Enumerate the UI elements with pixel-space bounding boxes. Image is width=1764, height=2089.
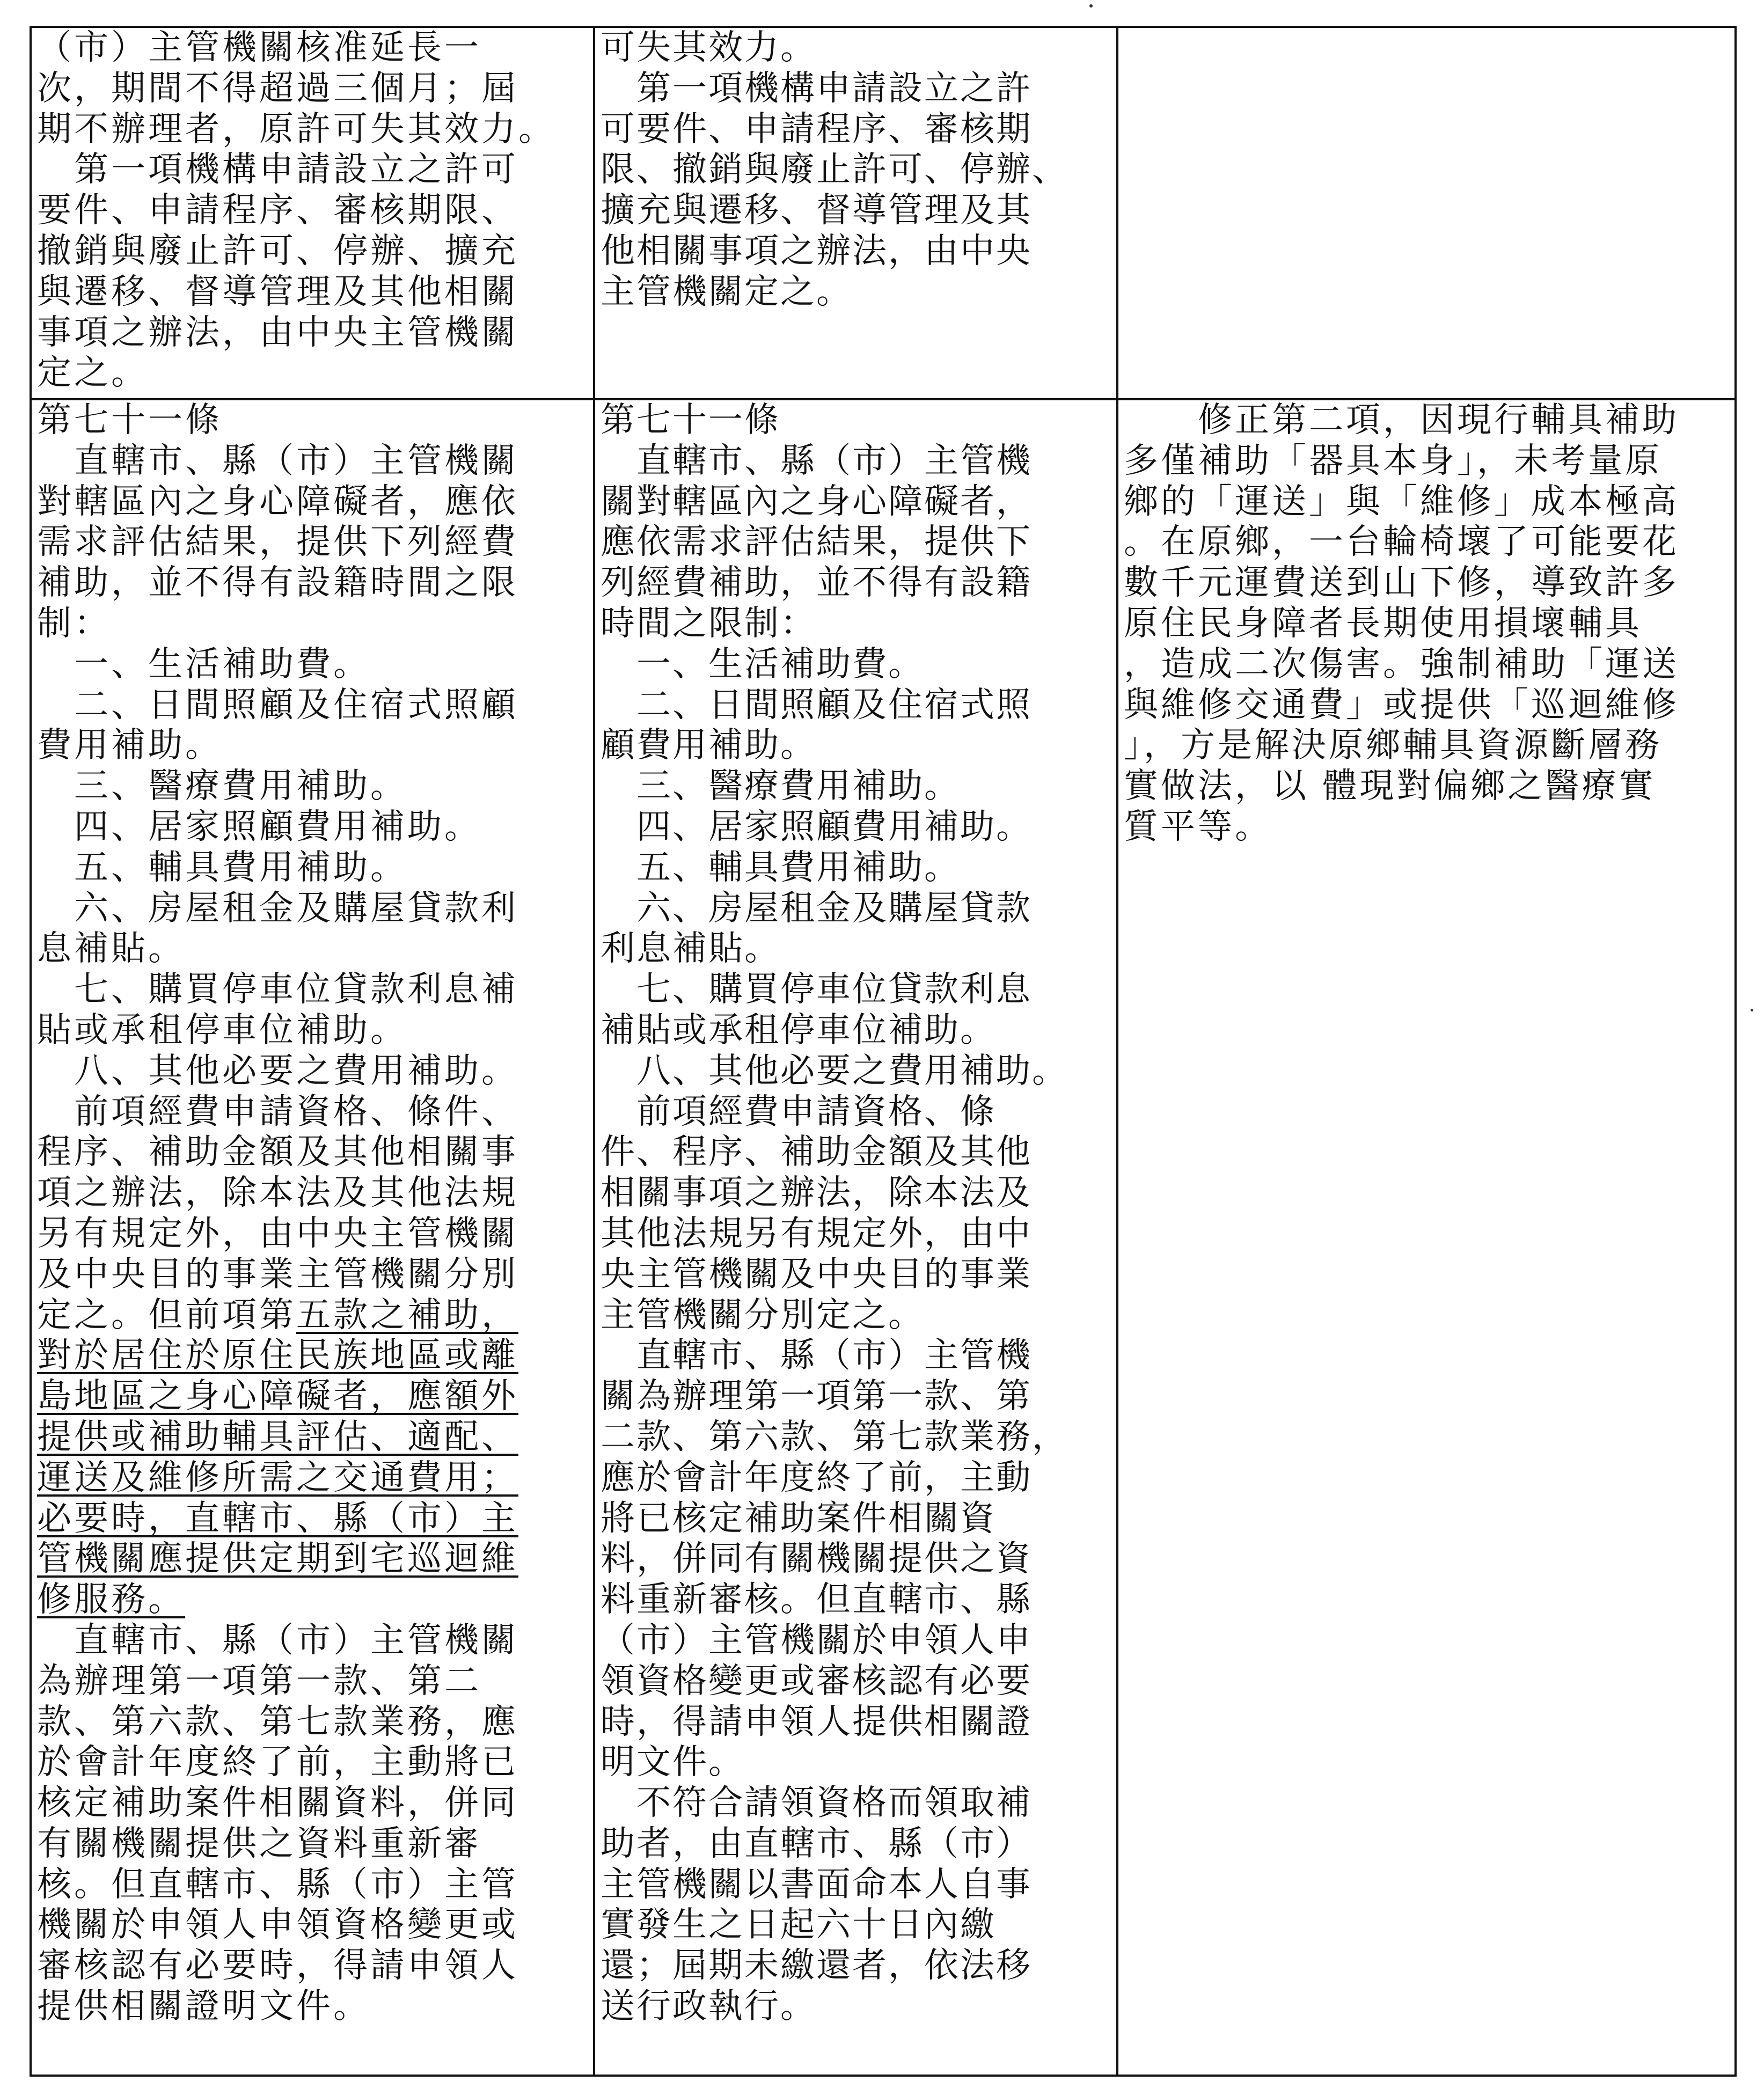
existing-text-cell xyxy=(594,399,1117,2076)
amended-text-segment: 五款之補助， xyxy=(296,1295,518,1335)
text-line xyxy=(37,1010,588,1051)
text-segment: 定之。但前項第 xyxy=(37,1295,296,1335)
text-segment: 實做法，以 體現對偏鄉之醫療實 xyxy=(1124,766,1656,807)
text-segment: 關為辦理第一項第一款、第 xyxy=(601,1376,1032,1417)
text-segment: 限、撤銷與廢止許可、停辦、 xyxy=(601,150,1068,190)
text-line xyxy=(601,272,1111,313)
text-line xyxy=(601,970,1111,1010)
text-line xyxy=(601,1010,1111,1051)
text-segment: 直轄市、縣（市）主管機 xyxy=(601,1336,1032,1376)
reason-text xyxy=(1124,400,1729,848)
text-line xyxy=(37,150,588,190)
text-line xyxy=(601,1905,1111,1946)
text-line xyxy=(601,1580,1111,1621)
text-segment: 質平等。 xyxy=(1124,807,1272,847)
text-line xyxy=(601,522,1111,563)
text-line xyxy=(601,563,1111,604)
text-segment: 主管機關以書面命本人自事 xyxy=(601,1864,1032,1904)
text-line xyxy=(37,1539,588,1580)
text-line xyxy=(37,1905,588,1946)
text-line xyxy=(601,1783,1111,1824)
text-segment: 助者，由直轄市、縣（市） xyxy=(601,1823,1032,1864)
text-segment: 六、房屋租金及購屋貸款 xyxy=(601,888,1032,928)
text-line xyxy=(601,889,1111,929)
text-segment: 應依需求評估結果，提供下 xyxy=(601,522,1032,562)
text-segment: 定之。 xyxy=(37,353,148,393)
text-segment: 時間之限制： xyxy=(601,603,816,643)
text-line xyxy=(37,929,588,970)
text-segment: 補助，並不得有設籍時間之限 xyxy=(37,563,518,603)
proposed-text xyxy=(37,28,588,394)
text-segment: 一、生活補助費。 xyxy=(601,644,924,684)
text-line xyxy=(601,1173,1111,1214)
text-segment: 對轄區內之身心障礙者，應依 xyxy=(37,481,518,522)
text-line xyxy=(601,929,1111,970)
text-segment: 修正第二項，因現行輔具補助 xyxy=(1124,400,1679,440)
text-line xyxy=(37,1661,588,1702)
text-segment: 領資格變更或審核認有必要 xyxy=(601,1661,1032,1701)
amended-text-segment: 提供或補助輔具評估、適配、 xyxy=(37,1417,518,1457)
text-segment: 六、房屋租金及購屋貸款利 xyxy=(37,888,518,928)
text-line xyxy=(601,1824,1111,1865)
table-row-continuation xyxy=(31,27,1736,399)
text-line xyxy=(37,231,588,272)
text-line xyxy=(37,1621,588,1661)
text-line xyxy=(37,272,588,313)
text-line xyxy=(601,1621,1111,1661)
text-line xyxy=(37,848,588,889)
text-line xyxy=(37,725,588,766)
text-line xyxy=(601,1132,1111,1173)
text-segment: 數千元運費送到山下修，導致許多 xyxy=(1124,563,1679,603)
text-segment: 主管機關定之。 xyxy=(601,272,852,312)
text-line xyxy=(601,766,1111,807)
text-line xyxy=(37,28,588,69)
text-line xyxy=(601,1539,1111,1580)
text-segment: 五、輔具費用補助。 xyxy=(37,847,407,888)
text-segment: 第七十一條 xyxy=(37,400,222,440)
text-segment: 明文件。 xyxy=(601,1742,744,1783)
text-line xyxy=(37,1499,588,1540)
text-line xyxy=(37,353,588,394)
existing-text xyxy=(601,28,1111,313)
text-line xyxy=(37,441,588,482)
text-line xyxy=(37,685,588,726)
scan-speck xyxy=(1751,1009,1753,1011)
text-segment: 七、購買停車位貸款利息補 xyxy=(37,970,518,1010)
text-line xyxy=(601,69,1111,109)
text-line xyxy=(601,482,1111,523)
text-line xyxy=(37,1214,588,1255)
text-segment: 相關事項之辦法，除本法及 xyxy=(601,1173,1032,1213)
text-line xyxy=(1124,644,1729,685)
text-line xyxy=(37,1255,588,1295)
text-segment: 還；屆期未繳還者，依法移 xyxy=(601,1946,1032,1986)
text-line xyxy=(37,970,588,1010)
text-line xyxy=(37,1092,588,1133)
text-segment: 利息補貼。 xyxy=(601,929,780,969)
text-segment: 五、輔具費用補助。 xyxy=(601,847,960,888)
text-segment: 補貼或承租停車位補助。 xyxy=(601,1010,996,1050)
text-line xyxy=(37,400,588,441)
text-line xyxy=(601,848,1111,889)
text-line xyxy=(601,1255,1111,1295)
text-segment: 及中央目的事業主管機關分別 xyxy=(37,1254,518,1294)
text-line xyxy=(37,1295,588,1336)
text-line xyxy=(37,522,588,563)
text-segment: 八、其他必要之費用補助。 xyxy=(601,1051,1068,1091)
text-segment: 審核認有必要時，得請申領人 xyxy=(37,1946,518,1986)
text-segment: 原住民身障者長期使用損壞輔具 xyxy=(1124,603,1642,643)
text-segment: 多僅補助「器具本身」，未考量原 xyxy=(1124,441,1662,481)
text-segment: 要件、申請程序、審核期限、 xyxy=(37,190,518,231)
text-line xyxy=(37,1987,588,2027)
text-segment: 款、第六款、第七款業務，應 xyxy=(37,1702,518,1742)
text-line xyxy=(37,1865,588,1905)
text-line xyxy=(1124,482,1729,523)
text-line xyxy=(601,400,1111,441)
text-segment: 機關於申領人申領資格變更或 xyxy=(37,1905,518,1945)
text-segment: 列經費補助，並不得有設籍 xyxy=(601,563,1032,603)
amended-text-segment: 島地區之身心障礙者，應額外 xyxy=(37,1376,518,1417)
text-line xyxy=(37,313,588,354)
text-line xyxy=(601,190,1111,231)
text-segment: 貼或承租停車位補助。 xyxy=(37,1010,407,1050)
text-line xyxy=(1124,563,1729,604)
text-segment: 送行政執行。 xyxy=(601,1987,816,2027)
text-segment: 核。但直轄市、縣（市）主管 xyxy=(37,1864,518,1904)
text-line xyxy=(37,190,588,231)
text-segment: 應於會計年度終了前，主動 xyxy=(601,1457,1032,1498)
text-segment: 二、日間照顧及住宿式照顧 xyxy=(37,685,518,725)
text-segment: 主管機關分別定之。 xyxy=(601,1295,924,1335)
text-line xyxy=(601,441,1111,482)
text-line xyxy=(37,563,588,604)
text-segment: 直轄市、縣（市）主管機關 xyxy=(37,1620,518,1660)
text-line xyxy=(601,1295,1111,1336)
text-segment: 可要件、申請程序、審核期 xyxy=(601,109,1032,149)
proposed-text-cell xyxy=(31,399,594,2076)
text-line xyxy=(601,1458,1111,1499)
text-segment: 撤銷與廢止許可、停辦、擴充 xyxy=(37,231,518,271)
text-line xyxy=(1124,522,1729,563)
text-line xyxy=(37,604,588,644)
text-line xyxy=(1124,400,1729,441)
text-segment: 前項經費申請資格、條 xyxy=(601,1091,996,1132)
text-segment: 其他法規另有規定外，由中 xyxy=(601,1213,1032,1254)
text-line xyxy=(37,1417,588,1458)
text-segment: 費用補助。 xyxy=(37,725,222,766)
text-segment: 直轄市、縣（市）主管機關 xyxy=(37,441,518,481)
text-segment: 第一項機構申請設立之許可 xyxy=(37,150,518,190)
text-segment: 關對轄區內之身心障礙者， xyxy=(601,481,1032,522)
text-line xyxy=(601,1946,1111,1987)
text-segment: 」，方是解決原鄉輔具資源斷層務 xyxy=(1124,725,1662,766)
text-line xyxy=(601,644,1111,685)
text-line xyxy=(601,109,1111,150)
text-line xyxy=(1124,685,1729,726)
text-line xyxy=(601,1987,1111,2027)
text-line xyxy=(601,1051,1111,1092)
text-line xyxy=(37,1580,588,1621)
text-segment: 為辦理第一項第一款、第二 xyxy=(37,1661,481,1701)
text-line xyxy=(37,1376,588,1417)
text-line xyxy=(1124,604,1729,644)
text-line xyxy=(601,1742,1111,1783)
text-segment: 項之辦法，除本法及其他法規 xyxy=(37,1173,518,1213)
text-line xyxy=(601,1092,1111,1133)
text-segment: 央主管機關及中央目的事業 xyxy=(601,1254,1032,1294)
text-line xyxy=(37,109,588,150)
text-line xyxy=(601,1336,1111,1376)
text-line xyxy=(601,150,1111,190)
text-segment: 與遷移、督導管理及其他相關 xyxy=(37,272,518,312)
text-segment: 於會計年度終了前，主動將已 xyxy=(37,1742,518,1783)
amended-text-segment: 必要時，直轄市、縣（市）主 xyxy=(37,1498,518,1538)
text-segment: 二、日間照顧及住宿式照 xyxy=(601,685,1032,725)
text-line xyxy=(601,1376,1111,1417)
text-line xyxy=(37,1946,588,1987)
text-line xyxy=(601,1417,1111,1458)
text-segment: 第七十一條 xyxy=(601,400,780,440)
text-segment: 一、生活補助費。 xyxy=(37,644,370,684)
text-line xyxy=(601,1702,1111,1743)
text-segment: 。在原鄉，一台輪椅壞了可能要花 xyxy=(1124,522,1679,562)
text-line xyxy=(601,1865,1111,1905)
text-line xyxy=(601,28,1111,69)
text-segment: 三、醫療費用補助。 xyxy=(37,766,407,807)
reason-cell xyxy=(1117,27,1736,399)
text-line xyxy=(37,1132,588,1173)
table-row-article-71 xyxy=(31,399,1736,2076)
text-line xyxy=(37,889,588,929)
text-segment: 需求評估結果，提供下列經費 xyxy=(37,522,518,562)
text-segment: ，造成二次傷害。強制補助「運送 xyxy=(1124,644,1679,684)
text-segment: 提供相關證明文件。 xyxy=(37,1987,370,2027)
text-segment: 核定補助案件相關資料，併同 xyxy=(37,1783,518,1823)
text-segment: 前項經費申請資格、條件、 xyxy=(37,1091,518,1132)
text-line xyxy=(601,807,1111,848)
text-line xyxy=(601,725,1111,766)
text-segment: 有關機關提供之資料重新審 xyxy=(37,1823,481,1864)
text-segment: 另有規定外，由中央主管機關 xyxy=(37,1213,518,1254)
text-segment: （市）主管機關於申領人申 xyxy=(601,1620,1032,1660)
text-segment: 第一項機構申請設立之許 xyxy=(601,68,1032,108)
text-segment: 二款、第六款、第七款業務， xyxy=(601,1417,1068,1457)
proposed-text-cell xyxy=(31,27,594,399)
scan-speck xyxy=(1089,4,1093,8)
text-line xyxy=(1124,725,1729,766)
text-segment: 直轄市、縣（市）主管機 xyxy=(601,441,1032,481)
text-segment: 時，得請申領人提供相關證 xyxy=(601,1702,1032,1742)
text-line xyxy=(1124,766,1729,807)
text-line xyxy=(37,1336,588,1376)
amendment-comparison-table xyxy=(30,26,1737,2077)
text-segment: 事項之辦法，由中央主管機關 xyxy=(37,312,518,353)
text-line xyxy=(37,1824,588,1865)
text-segment: 七、購買停車位貸款利息 xyxy=(601,970,1032,1010)
text-segment: 料重新審核。但直轄市、縣 xyxy=(601,1580,1032,1620)
text-line xyxy=(37,482,588,523)
text-line xyxy=(37,644,588,685)
text-line xyxy=(37,1173,588,1214)
text-segment: 與維修交通費」或提供「巡迴維修 xyxy=(1124,685,1679,725)
reason-cell xyxy=(1117,399,1736,2076)
text-line xyxy=(601,1499,1111,1540)
text-line xyxy=(37,766,588,807)
text-segment: 實發生之日起六十日內繳 xyxy=(601,1905,996,1945)
text-line xyxy=(37,807,588,848)
text-segment: 八、其他必要之費用補助。 xyxy=(37,1051,518,1091)
existing-text-cell xyxy=(594,27,1117,399)
text-segment: 擴充與遷移、督導管理及其 xyxy=(601,190,1032,231)
amended-text-segment: 對於居住於原住民族地區或離 xyxy=(37,1336,518,1376)
text-line xyxy=(601,604,1111,644)
text-segment: 件、程序、補助金額及其他 xyxy=(601,1132,1032,1172)
text-segment: 將已核定補助案件相關資 xyxy=(601,1498,996,1538)
text-segment: （市）主管機關核准延長一 xyxy=(37,28,481,68)
text-segment: 鄉的「運送」與「維修」成本極高 xyxy=(1124,481,1679,522)
text-segment: 次，期間不得超過三個月；屆 xyxy=(37,68,518,108)
text-line xyxy=(37,69,588,109)
text-line xyxy=(1124,441,1729,482)
text-line xyxy=(37,1458,588,1499)
text-line xyxy=(601,1214,1111,1255)
text-segment: 四、居家照顧費用補助。 xyxy=(601,807,1032,847)
text-segment: 制： xyxy=(37,603,111,643)
text-line xyxy=(601,231,1111,272)
amended-text-segment: 運送及維修所需之交通費用； xyxy=(37,1457,518,1498)
text-segment: 期不辦理者，原許可失其效力。 xyxy=(37,109,555,149)
text-line xyxy=(1124,807,1729,848)
text-segment: 他相關事項之辦法，由中央 xyxy=(601,231,1032,271)
text-segment: 三、醫療費用補助。 xyxy=(601,766,960,807)
text-line xyxy=(37,1702,588,1743)
text-segment: 程序、補助金額及其他相關事 xyxy=(37,1132,518,1172)
text-segment: 不符合請領資格而領取補 xyxy=(601,1783,1032,1823)
text-segment: 息補貼。 xyxy=(37,929,185,969)
proposed-text xyxy=(37,400,588,2027)
text-segment: 顧費用補助。 xyxy=(601,725,816,766)
text-line xyxy=(601,685,1111,726)
text-line xyxy=(37,1051,588,1092)
text-segment: 可失其效力。 xyxy=(601,28,816,68)
text-segment: 料，併同有關機關提供之資 xyxy=(601,1539,1032,1579)
amended-text-segment: 管機關應提供定期到宅巡迴維 xyxy=(37,1539,518,1579)
text-line xyxy=(37,1783,588,1824)
text-segment: 四、居家照顧費用補助。 xyxy=(37,807,481,847)
text-line xyxy=(601,1661,1111,1702)
text-line xyxy=(37,1742,588,1783)
amended-text-segment: 修服務。 xyxy=(37,1580,185,1620)
existing-text xyxy=(601,400,1111,2027)
